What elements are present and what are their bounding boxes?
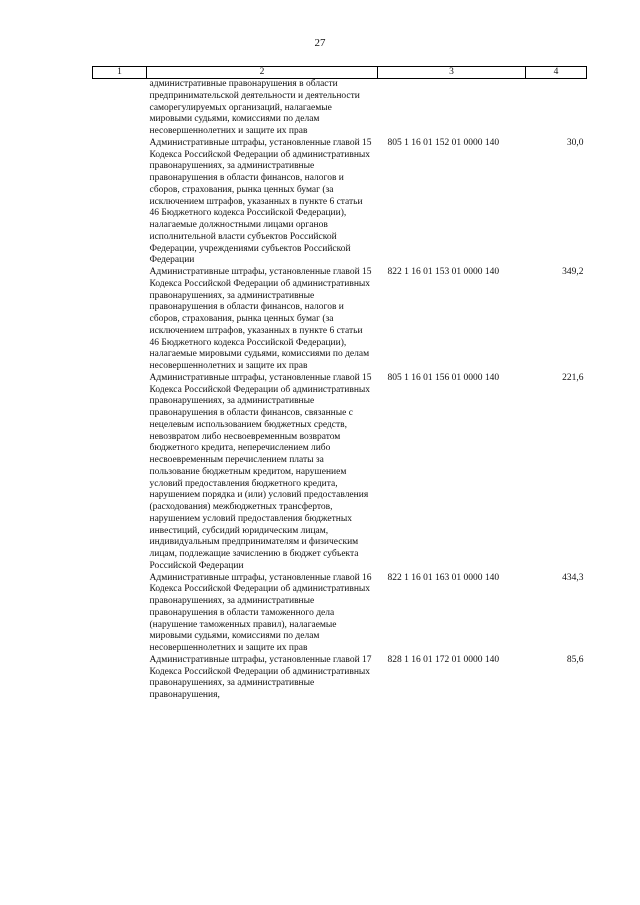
description-cell: Административные штрафы, установленные главой 15 Кодекса Российской Федерации об административных правонарушениях, за административные правонарушения в области финансов, налогов и сборов, страхования, рынка ценных бумаг (за исключением штрафов, указанных в пункте 6 статьи 46 Бюджетного кодекса Российской Федерации), налагаемые мировыми судьями, комиссиями по делам несовершеннолетних и защите их прав: [149, 267, 372, 371]
code-cell: 805 1 16 01 152 01 0000 140: [387, 137, 500, 148]
table-row: [93, 79, 587, 138]
code-cell: 828 1 16 01 172 01 0000 140: [387, 654, 500, 665]
code-cell: 822 1 16 01 153 01 0000 140: [387, 267, 500, 277]
column-header-4: 4: [526, 67, 587, 79]
budget-revenue-table-container: [92, 66, 586, 702]
row-number-cell: [93, 79, 147, 138]
description-cell: Административные штрафы, установленные главой 15 Кодекса Российской Федерации об административных правонарушениях, за административные правонарушения в области финансов, налогов и сборов, страхования, рынка ценных бумаг (за исключением штрафов, указанных в пункте 6 статьи 46 Бюджетного кодекса Российской Федерации), налагаемые должностными лицами органов исполнительной власти субъектов Российской Федерации, учреждениями субъектов Российской Федерации: [149, 137, 372, 266]
table-row: [93, 373, 587, 573]
amount-cell: 434,3: [562, 572, 584, 583]
column-header-3: 3: [378, 67, 526, 79]
description-cell: Административные штрафы, установленные главой 16 Кодекса Российской Федерации об административных правонарушениях, за административные правонарушения в области таможенного дела (нарушение таможенных правил), налагаемые мировыми судьями, комиссиями по делам несовершеннолетних и защите их прав: [149, 572, 372, 653]
row-number-cell: [93, 573, 147, 655]
amount-cell: 349,2: [562, 267, 584, 277]
code-cell: [378, 79, 526, 138]
table-row: [93, 267, 587, 373]
budget-revenue-table: [92, 66, 587, 702]
description-cell: Административные штрафы, установленные главой 17 Кодекса Российской Федерации об административных правонарушениях, за административные правонарушения,: [149, 654, 372, 700]
code-cell: 805 1 16 01 156 01 0000 140: [387, 372, 500, 383]
amount-cell: 30,0: [566, 137, 584, 148]
row-number-cell: [93, 138, 147, 267]
table-row: [93, 138, 587, 267]
table-row: [93, 655, 587, 702]
description-cell: административные правонарушения в области предпринимательской деятельности и деятельности саморегулируемых организаций, налагаемые мировыми судьями, комиссиями по делам несовершеннолетних и защите их прав: [149, 79, 360, 136]
amount-cell: 85,6: [566, 654, 584, 665]
table-header-row: [93, 67, 587, 79]
row-number-cell: [93, 267, 147, 373]
row-number-cell: [93, 373, 147, 573]
amount-cell: [526, 79, 587, 138]
column-header-1: 1: [93, 67, 147, 79]
row-number-cell: [93, 655, 147, 702]
column-header-2: 2: [147, 67, 378, 79]
description-cell: Административные штрафы, установленные главой 15 Кодекса Российской Федерации об административных правонарушениях, за административные правонарушения в области финансов, связанные с нецелевым использованием бюджетных средств, невозвратом либо несвоевременным возвратом бюджетного кредита, неперечислением либо несвоевременным перечислением платы за пользование бюджетным кредитом, нарушением условий предоставления бюджетного кредита, нарушением порядка и (или) условий предоставления (расходования) межбюджетных трансфертов, нарушением условий предоставления бюджетных инвестиций, субсидий юридическим лицам, индивидуальным предпринимателям и физическим лицам, подлежащие зачислению в бюджет субъекта Российской Федерации: [149, 372, 372, 571]
table-row: [93, 573, 587, 655]
amount-cell: 221,6: [562, 372, 584, 383]
code-cell: 822 1 16 01 163 01 0000 140: [387, 572, 500, 583]
page-number: 27: [314, 37, 326, 49]
